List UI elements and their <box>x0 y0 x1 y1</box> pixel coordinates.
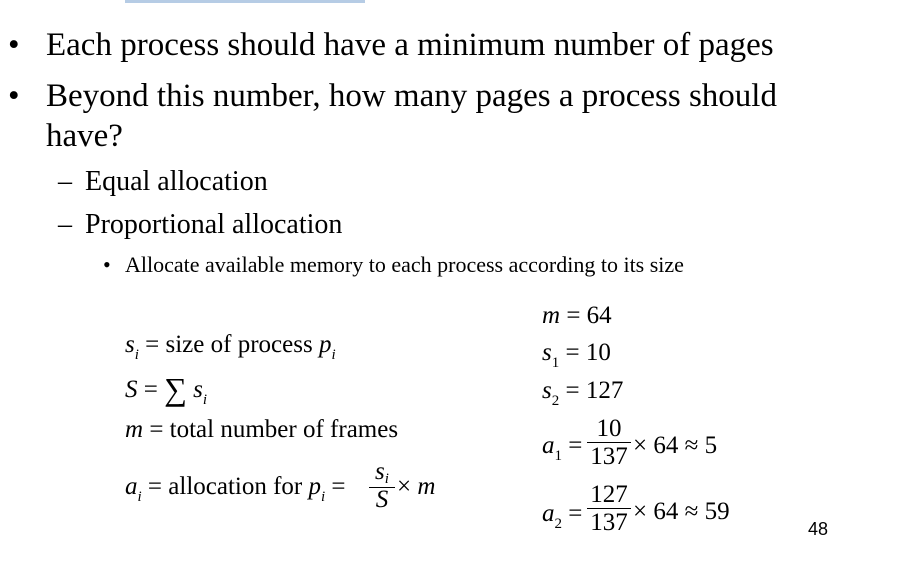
example-s1-value: $s_1 = 10$ <box>542 339 611 371</box>
page-number: 48 <box>808 519 829 539</box>
bullet-dot: • <box>8 27 20 63</box>
dash-marker: – <box>58 166 72 197</box>
example-a2-lhs: $a_2$ = <box>542 500 583 532</box>
example-s2-value: $s_2 = 127$ <box>542 377 624 409</box>
sub-bullet-text: Equal allocation <box>85 166 268 197</box>
formula-ai-definition: $a_i$ = allocation for $p_i$ = <box>125 473 346 505</box>
example-m-value: m = 64 <box>542 302 612 329</box>
example-a1-rhs: × 64 ≈ 5 <box>633 432 718 459</box>
bullet-dot: • <box>8 78 20 114</box>
formula-si-definition: $s_i$ = size of process $p_i$ <box>125 331 336 363</box>
formula-m-definition: m = total number of frames <box>125 416 399 443</box>
bullet-dot: • <box>103 252 111 277</box>
fraction-127-over-137: 127 137 <box>587 482 631 537</box>
bullet-beyond-number-continued: have? <box>46 118 123 154</box>
bullet-text: Each process should have a minimum number of pages <box>46 27 774 63</box>
dash-marker: – <box>58 209 72 240</box>
formula-S-sum: S = ∑ $s_i$ <box>125 371 208 408</box>
example-a2-rhs: × 64 ≈ 59 <box>633 498 730 525</box>
formula-times-m: × m <box>397 473 436 500</box>
top-accent-bar <box>125 0 365 3</box>
sub-sub-bullet-text: Allocate available memory to each process according to its size <box>125 252 684 277</box>
sub-bullet-text: Proportional allocation <box>85 209 343 240</box>
example-a1-lhs: $a_1$ = <box>542 432 583 464</box>
bullet-text: Beyond this number, how many pages a process should <box>46 78 777 114</box>
fraction-si-over-S: si S <box>369 460 395 512</box>
fraction-10-over-137: 10 137 <box>587 416 631 471</box>
sigma-symbol: ∑ <box>164 371 187 407</box>
